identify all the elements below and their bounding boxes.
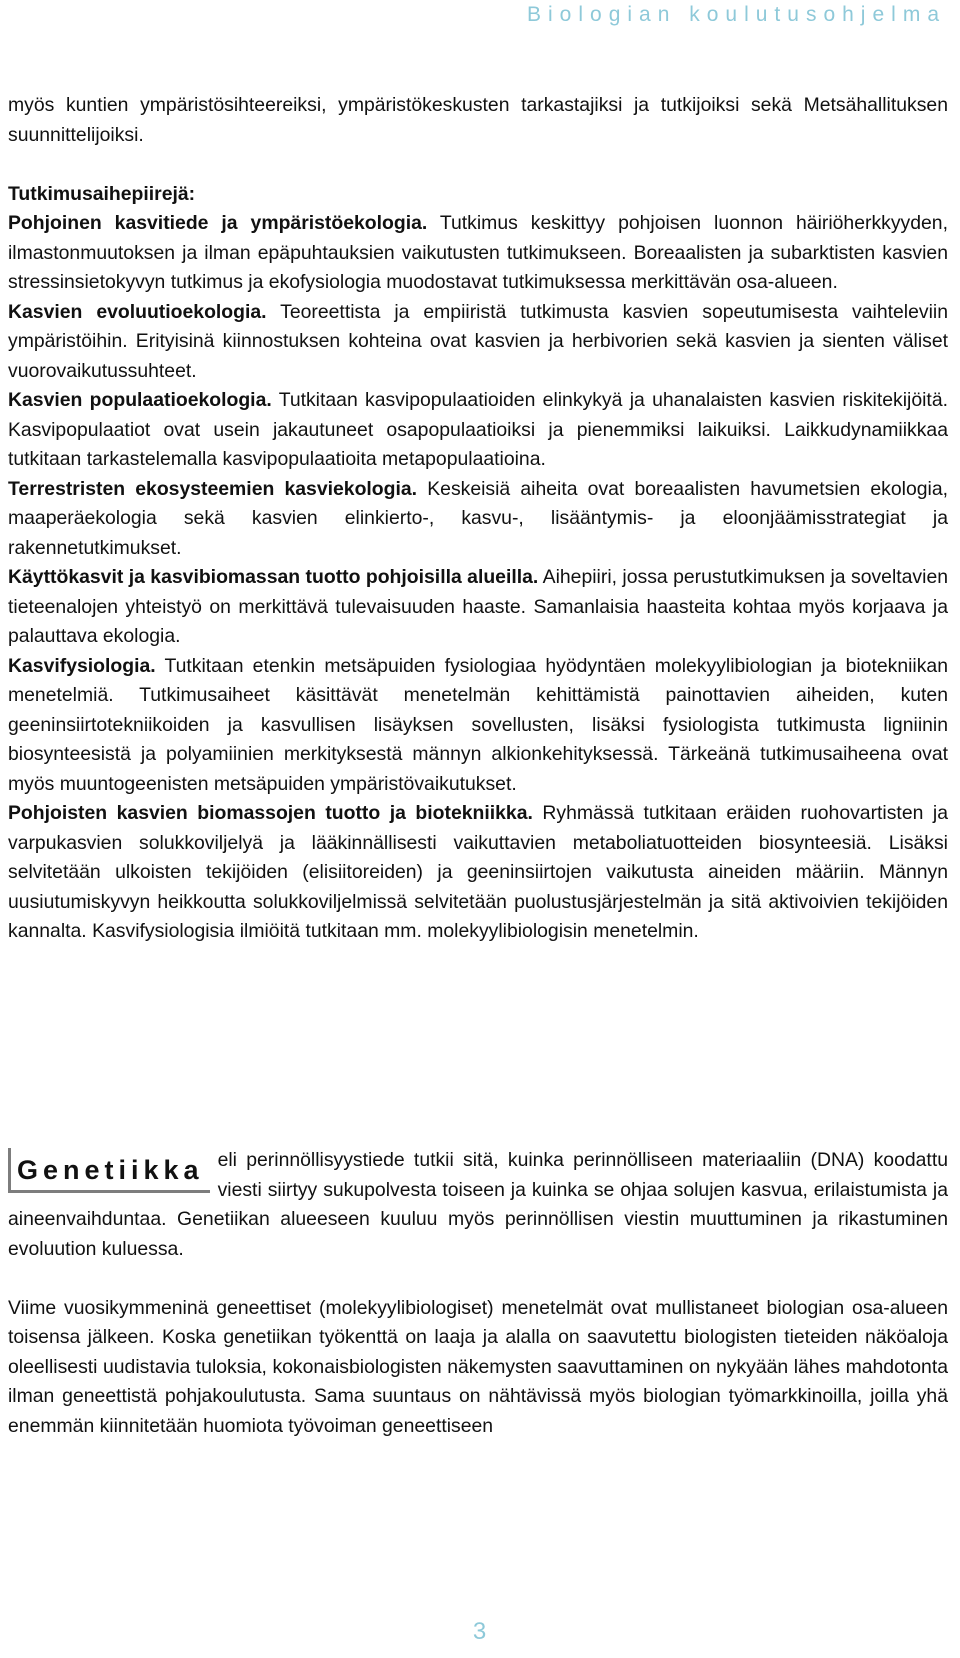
- research-areas-heading: Tutkimusaihepiirejä:: [8, 182, 196, 205]
- running-header: Biologian koulutusohjelma: [527, 3, 946, 26]
- spacer: [8, 150, 948, 180]
- research-area-item: [8, 386, 948, 475]
- research-area-title: Kasvien evoluutioekologia.: [8, 300, 267, 323]
- research-area-text: Tutkimus keskittyy pohjoisen luonnon häiriöherkkyyden, ilmastonmuutoksen ja ilman epäpuhtauksien vaikutusten tutkimukseen. Boreaalisten ja subarktisten kasvien stressinsietokyvyn tutkimus ja ekofysiologia muodostavat tutkimuksessa merkittävän osa-alueen.: [8, 212, 948, 293]
- genetics-section: [8, 1146, 948, 1441]
- intro-paragraph: myös kuntien ympäristösihteereiksi, ympäristökeskusten tarkastajiksi ja tutkijoiksi sekä Metsähallituksen suunnittelijoiksi.: [8, 94, 948, 146]
- research-area-text: Tutkitaan etenkin metsäpuiden fysiologiaa hyödyntäen molekyylibiologian ja biotekniikan menetelmiä. Tutkimusaiheet käsittävät menetelmän kehittämistä painottavien aiheiden, kuten geeninsiirtotekniikoiden ja kasvullisen lisäyksen sovellusten, lisäksi fysiologista tutkimusta ligniinin biosynteesistä ja polyamiinien merkityksestä männyn alkionkehityksessä. Tärkeänä tutkimusaiheena ovat myös muuntogeenisten metsäpuiden ympäristövaikutukset.: [8, 654, 948, 795]
- research-area-item: [8, 652, 948, 800]
- research-area-item: [8, 799, 948, 947]
- research-area-text: Teoreettista ja empiiristä tutkimusta kasvien sopeutumisesta vaihteleviin ympäristöihin. Erityisinä kiinnostuksen kohteina ovat kasvien ja herbivorien sekä kasvien ja sienten väliset vuorovaikutussuhteet.: [8, 300, 948, 382]
- genetics-paragraph-2: Viime vuosikymmeninä geneettiset (molekyylibiologiset) menetelmät ovat mullistaneet biologian osa-alueen toisensa jälkeen. Koska genetiikan työkenttä on laaja ja alalla on saavutettu biologisten tieteiden näköaloja oleellisesti uudistavia tuloksia, kokonaisbiologisten näkemysten saavuttaminen on nykyään lähes mahdotonta ilman geneettistä pohjakoulutusta. Sama suuntaus on nähtävissä myös biologian työmarkkinoilla, joilla yhä enemmän kiinnitetään huomiota työvoiman geneettiseen: [8, 1296, 948, 1437]
- research-area-title: Kasvien populaatioekologia.: [8, 389, 272, 411]
- main-content: [8, 91, 948, 947]
- research-area-item: [8, 209, 948, 298]
- research-area-item: [8, 563, 948, 652]
- research-area-title: Kasvifysiologia.: [8, 654, 156, 677]
- research-area-item: [8, 298, 948, 387]
- spacer: [8, 1264, 948, 1294]
- research-area-item: [8, 475, 948, 564]
- genetics-paragraph-1: eli perinnöllisyystiede tutkii sitä, kuinka perinnölliseen materiaaliin (DNA) koodattu viesti siirtyy sukupolvesta toiseen ja kuinka se ohjaa solujen kasvua, erilaistumista ja aineenvaihduntaa. Genetiikan alueeseen kuuluu myös perinnöllisen viestin muuttuminen ja rikastuminen evoluution kuluessa.: [8, 1149, 948, 1260]
- research-area-text: Tutkitaan kasvipopulaatioiden elinkykyä ja uhanalaisten kasvien riskitekijöitä. Kasvipopulaatiot ovat usein jakautuneet osapopulaatioiksi ja pienemmiksi laikuiksi. Laikkudynamiikkaa tutkitaan tarkastelemalla kasvipopulaatioita metapopulaatioina.: [8, 389, 948, 470]
- page-number: 3: [472, 1618, 488, 1645]
- research-area-text: Ryhmässä tutkitaan eräiden ruohovartisten ja varpukasvien solukkoviljelyä ja lääkinnällisesti vaikuttavien metaboliatuotteiden biosynteesiä. Lisäksi selvitetään ulkoisten tekijöiden (elisiitoreiden) ja geeninsiirtojen vaikutusta aineiden määriin. Männyn uusiutumiskyvyn heikkoutta solukkoviljelmissä selvitetään puolustusjärjestelmän ja sitä aktivoivien tekijöiden kannalta. Kasvifysiologisia ilmiöitä tutkitaan mm. molekyylibiologisin menetelmin.: [8, 802, 948, 942]
- research-area-text: Aihepiiri, jossa perustutkimuksen ja soveltavien tieteenalojen yhteistyö on merkittävä tulevaisuuden haaste. Samanlaisia haasteita kohtaa myös korjaava ja palauttava ekologia.: [8, 566, 949, 647]
- research-area-title: Pohjoinen kasvitiede ja ympäristöekologia.: [8, 212, 428, 234]
- research-area-title: Pohjoisten kasvien biomassojen tuotto ja biotekniikka.: [8, 802, 533, 824]
- research-area-text: Keskeisiä aiheita ovat boreaalisten havumetsien ekologia, maaperäekologia sekä kasvien elinkierto-, kasvu-, lisääntymis- ja eloonjäämisstrategiat ja rakennetutkimukset.: [8, 477, 949, 559]
- research-area-title: Käyttökasvit ja kasvibiomassan tuotto pohjoisilla alueilla.: [8, 566, 539, 588]
- genetics-section-title: Genetiikka: [8, 1148, 210, 1193]
- research-area-title: Terrestristen ekosysteemien kasviekologia.: [8, 477, 418, 500]
